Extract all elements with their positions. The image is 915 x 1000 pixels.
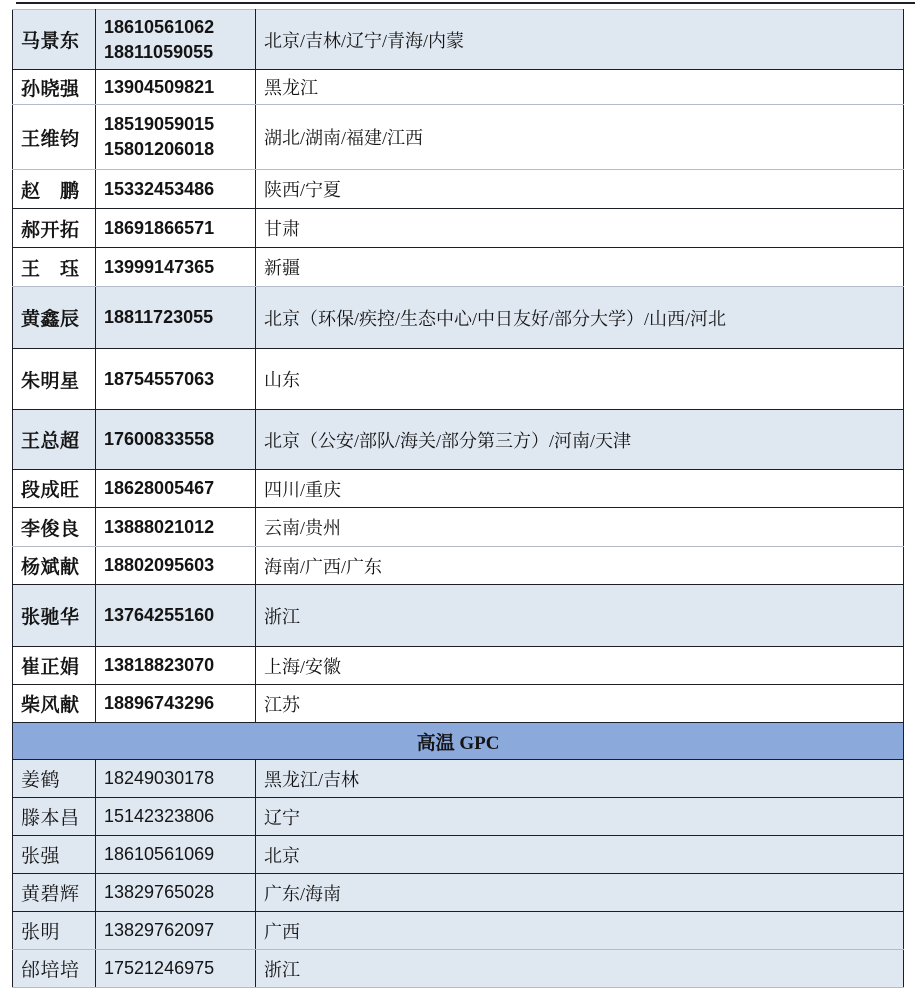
table-row bbox=[13, 950, 904, 988]
table-row bbox=[13, 349, 904, 410]
contact-name: 杨斌献 bbox=[13, 547, 96, 585]
contact-phones bbox=[96, 170, 256, 209]
contact-name: 黄鑫辰 bbox=[13, 287, 96, 349]
contact-phones bbox=[96, 874, 256, 912]
contact-regions: 北京/吉林/辽宁/青海/内蒙 bbox=[256, 10, 904, 70]
contact-phones bbox=[96, 349, 256, 410]
contact-name: 姜鹤 bbox=[13, 760, 96, 798]
table-row bbox=[13, 912, 904, 950]
phone-number: 15332453486 bbox=[104, 178, 215, 199]
phone-number: 18519059015 bbox=[104, 114, 215, 135]
phone-number: 18610561062 bbox=[104, 16, 215, 37]
contact-regions: 山东 bbox=[256, 349, 904, 410]
contact-regions: 浙江 bbox=[256, 950, 904, 988]
contact-name: 孙晓强 bbox=[13, 70, 96, 105]
table-row bbox=[13, 685, 904, 723]
contact-regions: 北京（公安/部队/海关/部分第三方）/河南/天津 bbox=[256, 410, 904, 470]
contact-phones bbox=[96, 912, 256, 950]
contact-regions: 新疆 bbox=[256, 248, 904, 287]
table-row bbox=[13, 585, 904, 647]
table-row bbox=[13, 10, 904, 70]
table-row bbox=[13, 105, 904, 170]
contact-phones bbox=[96, 798, 256, 836]
page-top-rule bbox=[16, 2, 915, 4]
contact-regions: 辽宁 bbox=[256, 798, 904, 836]
contact-phones bbox=[96, 248, 256, 287]
contact-name: 段成旺 bbox=[13, 470, 96, 508]
contact-name: 柴风献 bbox=[13, 685, 96, 723]
contact-table bbox=[12, 9, 904, 988]
contact-phones bbox=[96, 410, 256, 470]
contact-phones bbox=[96, 287, 256, 349]
phone-number: 17600833558 bbox=[104, 429, 215, 450]
contact-name: 黄碧辉 bbox=[13, 874, 96, 912]
table-row bbox=[13, 836, 904, 874]
contact-section-gaowen-gpc bbox=[13, 760, 904, 988]
contact-name: 马景东 bbox=[13, 10, 96, 70]
phone-number: 18628005467 bbox=[104, 478, 215, 499]
table-row bbox=[13, 647, 904, 685]
contact-phones bbox=[96, 585, 256, 647]
table-row bbox=[13, 547, 904, 585]
phone-number: 13829762097 bbox=[104, 920, 215, 941]
phone-number: 13829765028 bbox=[104, 882, 215, 903]
contact-name: 张强 bbox=[13, 836, 96, 874]
phone-number: 18811723055 bbox=[104, 307, 214, 328]
contact-name: 朱明星 bbox=[13, 349, 96, 410]
table-row bbox=[13, 470, 904, 508]
table-row bbox=[13, 287, 904, 349]
contact-regions: 黑龙江/吉林 bbox=[256, 760, 904, 798]
contact-name: 郝开拓 bbox=[13, 209, 96, 248]
phone-number: 13904509821 bbox=[104, 76, 215, 97]
contact-regions: 上海/安徽 bbox=[256, 647, 904, 685]
contact-name: 邰培培 bbox=[13, 950, 96, 988]
contact-phones bbox=[96, 950, 256, 988]
contact-phones bbox=[96, 70, 256, 105]
phone-number: 13888021012 bbox=[104, 516, 215, 537]
phone-number: 17521246975 bbox=[104, 958, 215, 979]
phone-number: 18610561069 bbox=[104, 844, 215, 865]
contact-phones bbox=[96, 209, 256, 248]
table-row bbox=[13, 874, 904, 912]
phone-number: 18802095603 bbox=[104, 555, 215, 576]
table-row bbox=[13, 248, 904, 287]
contact-section-general bbox=[13, 10, 904, 723]
contact-regions: 广东/海南 bbox=[256, 874, 904, 912]
phone-number: 18249030178 bbox=[104, 768, 215, 789]
phone-number: 13999147365 bbox=[104, 256, 215, 277]
table-row bbox=[13, 508, 904, 547]
phone-number: 18811059055 bbox=[104, 41, 214, 62]
contact-regions: 云南/贵州 bbox=[256, 508, 904, 547]
table-row bbox=[13, 70, 904, 105]
contact-phones bbox=[96, 508, 256, 547]
phone-number: 13818823070 bbox=[104, 655, 215, 676]
contact-name: 王 珏 bbox=[13, 248, 96, 287]
contact-regions: 海南/广西/广东 bbox=[256, 547, 904, 585]
phone-number: 18896743296 bbox=[104, 693, 215, 714]
phone-number: 15801206018 bbox=[104, 139, 215, 159]
contact-regions: 北京（环保/疾控/生态中心/中日友好/部分大学）/山西/河北 bbox=[256, 287, 904, 349]
contact-regions: 江苏 bbox=[256, 685, 904, 723]
contact-regions: 北京 bbox=[256, 836, 904, 874]
table-row bbox=[13, 209, 904, 248]
contact-phones bbox=[96, 105, 256, 170]
section-header-label: 高温 GPC bbox=[13, 723, 904, 760]
contact-phones bbox=[96, 547, 256, 585]
contact-name: 赵 鹏 bbox=[13, 170, 96, 209]
contact-name: 王维钧 bbox=[13, 105, 96, 170]
section-header-row bbox=[13, 723, 904, 760]
contact-name: 崔正娟 bbox=[13, 647, 96, 685]
contact-name: 王总超 bbox=[13, 410, 96, 470]
contact-regions: 浙江 bbox=[256, 585, 904, 647]
contact-regions: 黑龙江 bbox=[256, 70, 904, 105]
phone-number: 15142323806 bbox=[104, 806, 215, 827]
contact-phones bbox=[96, 685, 256, 723]
contact-phones bbox=[96, 10, 256, 70]
table-row bbox=[13, 170, 904, 209]
phone-number: 13764255160 bbox=[104, 605, 215, 626]
contact-regions: 广西 bbox=[256, 912, 904, 950]
table-row bbox=[13, 798, 904, 836]
contact-regions: 陕西/宁夏 bbox=[256, 170, 904, 209]
contact-regions: 湖北/湖南/福建/江西 bbox=[256, 105, 904, 170]
contact-phones bbox=[96, 760, 256, 798]
contact-name: 张明 bbox=[13, 912, 96, 950]
contact-regions: 甘肃 bbox=[256, 209, 904, 248]
phone-number: 18754557063 bbox=[104, 368, 215, 389]
contact-regions: 四川/重庆 bbox=[256, 470, 904, 508]
contact-phones bbox=[96, 836, 256, 874]
contact-name: 李俊良 bbox=[13, 508, 96, 547]
contact-name: 滕本昌 bbox=[13, 798, 96, 836]
section-header-body bbox=[13, 723, 904, 760]
contact-phones bbox=[96, 647, 256, 685]
contact-phones bbox=[96, 470, 256, 508]
phone-number: 18691866571 bbox=[104, 217, 215, 238]
table-row bbox=[13, 410, 904, 470]
table-row bbox=[13, 760, 904, 798]
contact-name: 张驰华 bbox=[13, 585, 96, 647]
